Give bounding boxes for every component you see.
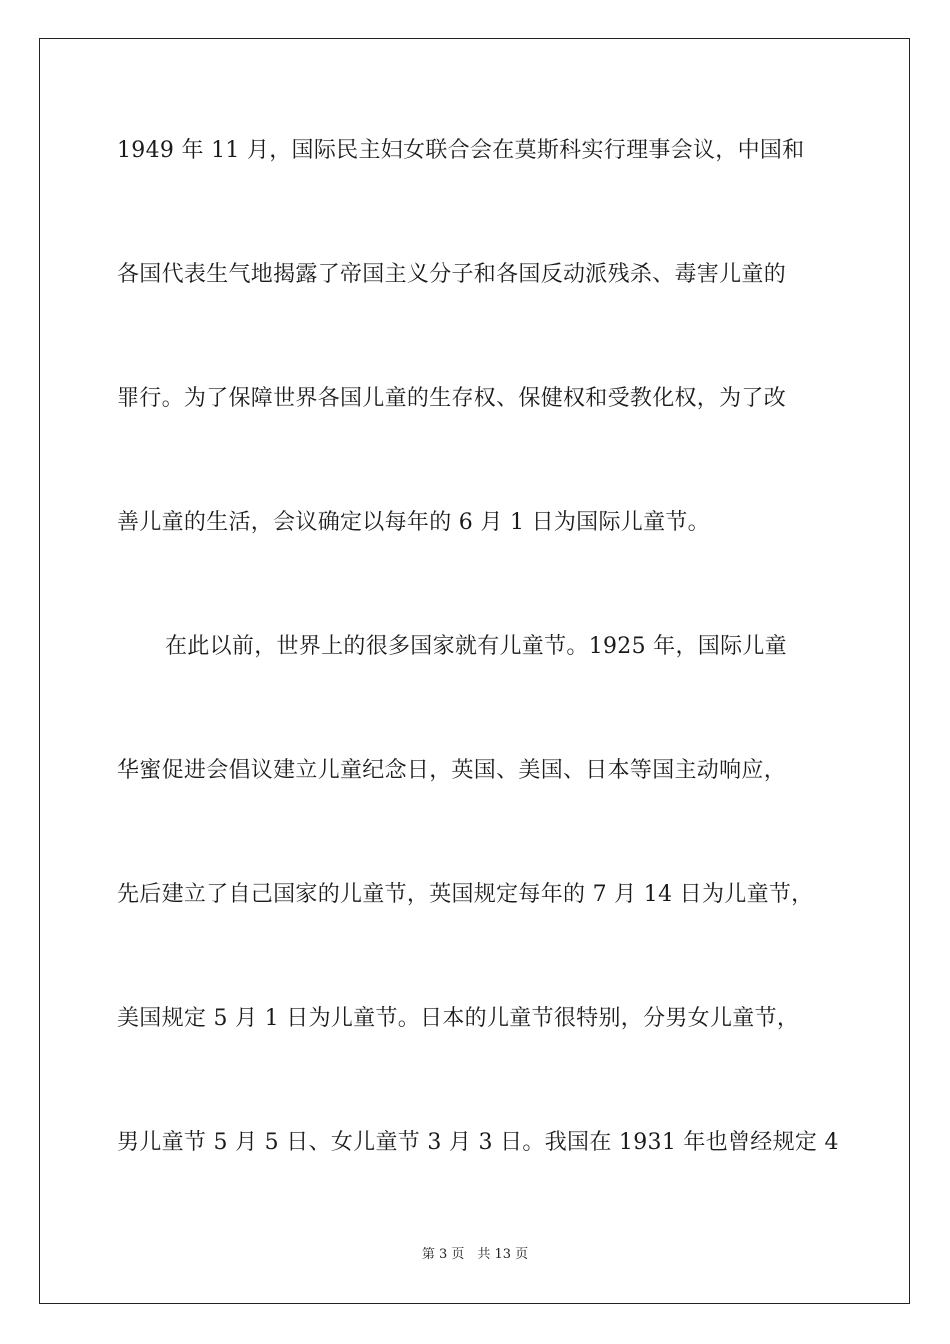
text-line-4: 善儿童的生活，会议确定以每年的 6 月 1 日为国际儿童节。 xyxy=(117,510,710,535)
text-line-7: 先后建立了自己国家的儿童节，英国规定每年的 7 月 14 日为儿童节， xyxy=(117,882,814,907)
text-line-9: 男儿童节 5 月 5 日、女儿童节 3 月 3 日。我国在 1931 年也曾经规定 4 xyxy=(117,1130,839,1155)
text-line-5: 在此以前，世界上的很多国家就有儿童节。1925 年，国际儿童 xyxy=(165,634,787,659)
text-line-6: 华蜜促进会倡议建立儿童纪念日，英国、美国、日本等国主动响应， xyxy=(117,758,787,783)
text-line-2: 各国代表生气地揭露了帝国主义分子和各国反动派残杀、毒害儿童的 xyxy=(117,262,787,287)
text-line-1: 1949 年 11 月，国际民主妇女联合会在莫斯科实行理事会议，中国和 xyxy=(117,138,805,163)
text-line-8: 美国规定 5 月 1 日为儿童节。日本的儿童节很特别，分男女儿童节， xyxy=(117,1006,800,1031)
page-border xyxy=(39,38,910,1304)
page-number-footer: 第 3 页 共 13 页 xyxy=(421,1247,529,1262)
text-line-3: 罪行。为了保障世界各国儿童的生存权、保健权和受教化权，为了改 xyxy=(117,386,787,411)
